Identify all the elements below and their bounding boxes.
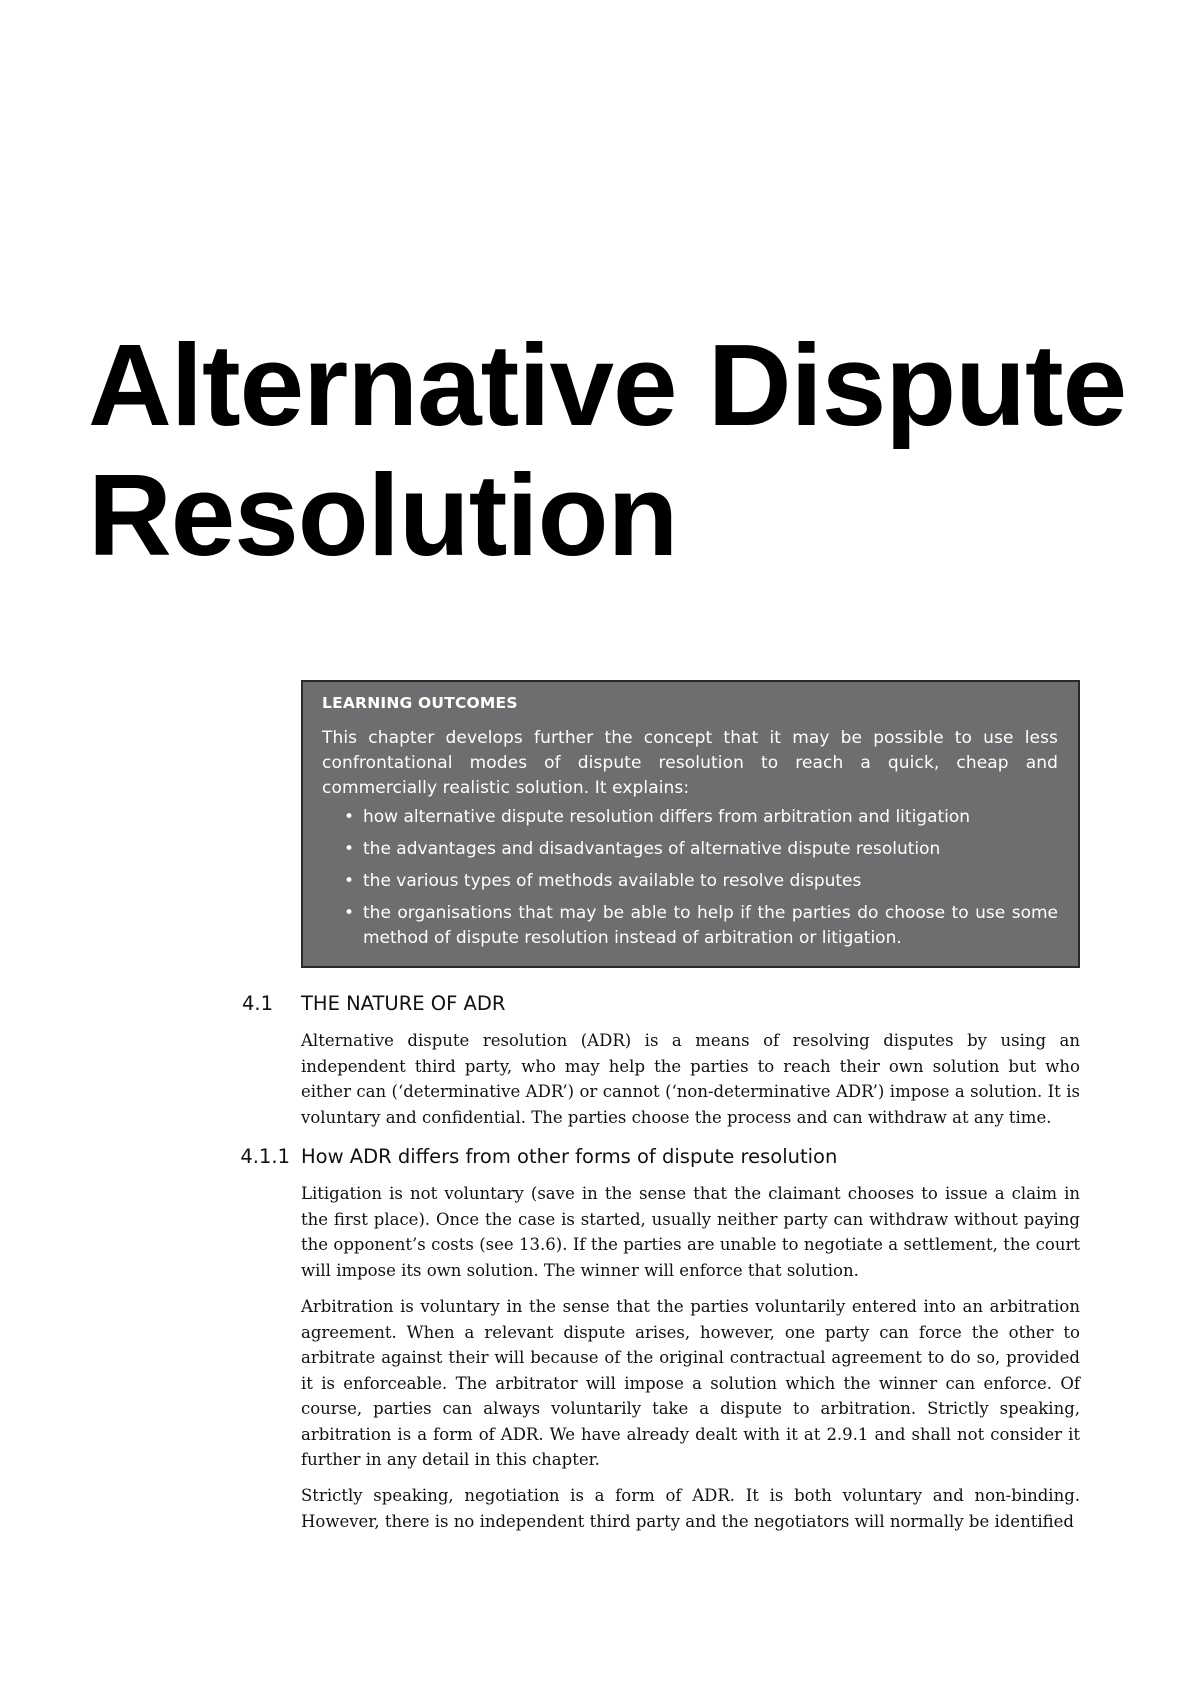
list-item-text: how alternative dispute resolution differs from arbitration and litigation bbox=[363, 807, 971, 827]
section-heading-4-1: THE NATURE OF ADR bbox=[301, 992, 506, 1015]
bullet-icon: • bbox=[344, 903, 355, 923]
learning-outcomes-intro: This chapter develops further the concept that it may be possible to use less confrontational modes of dispute resolution to reach a quick, cheap and commercially realistic solution. It explains: bbox=[322, 728, 1058, 798]
learning-outcomes-heading: LEARNING OUTCOMES bbox=[322, 694, 518, 712]
list-item-text: the various types of methods available to resolve disputes bbox=[363, 871, 862, 891]
list-item bbox=[322, 901, 1058, 951]
list-item bbox=[322, 869, 1058, 894]
paragraph-negotiation: Strictly speaking, negotiation is a form of ADR. It is both voluntary and non-binding. However, there is no independent third party and the negotiators will normally be identified bbox=[301, 1486, 1080, 1531]
list-item bbox=[322, 805, 1058, 830]
bullet-icon: • bbox=[344, 807, 355, 827]
paragraph-litigation: Litigation is not voluntary (save in the sense that the claimant chooses to issue a claim in the first place). Once the case is started, usually neither party can withdraw without paying the opponent’s costs (see 13.6). If the parties are unable to negotiate a settlement, the court will impose its own solution. The winner will enforce that solution. bbox=[301, 1184, 1080, 1280]
chapter-title-line-1: Alternative Dispute bbox=[88, 320, 1127, 450]
paragraph-adr-definition: Alternative dispute resolution (ADR) is a means of resolving disputes by using an independent third party, who may help the parties to reach their own solution but who either can (‘determinative ADR’) or cannot (‘non-determinative ADR’) impose a solution. It is voluntary and confidential. The parties choose the process and can withdraw at any time. bbox=[301, 1031, 1080, 1127]
section-number-4-1: 4.1 bbox=[241, 992, 273, 1015]
section-heading-4-1-1: How ADR differs from other forms of dispute resolution bbox=[301, 1145, 838, 1168]
chapter-title bbox=[88, 320, 1148, 580]
bullet-icon: • bbox=[344, 871, 355, 891]
list-item-text: the advantages and disadvantages of alternative dispute resolution bbox=[363, 839, 941, 859]
list-item-text: the organisations that may be able to help if the parties do choose to use some method of dispute resolution instead of arbitration or litigation. bbox=[363, 903, 1058, 948]
section-number-4-1-1: 4.1.1 bbox=[240, 1145, 290, 1168]
chapter-title-line-2: Resolution bbox=[88, 450, 678, 580]
bullet-icon: • bbox=[344, 839, 355, 859]
learning-outcomes-list bbox=[322, 805, 1058, 951]
learning-outcomes-box bbox=[301, 680, 1080, 968]
list-item bbox=[322, 837, 1058, 862]
paragraph-arbitration: Arbitration is voluntary in the sense that the parties voluntarily entered into an arbitration agreement. When a relevant dispute arises, however, one party can force the other to arbitrate against their will because of the original contractual agreement to do so, provided it is enforceable. The arbitrator will impose a solution which the winner can enforce. Of course, parties can always voluntarily take a dispute to arbitration. Strictly speaking, arbitration is a form of ADR. We have already dealt with it at 2.9.1 and shall not consider it further in any detail in this chapter. bbox=[301, 1297, 1080, 1469]
